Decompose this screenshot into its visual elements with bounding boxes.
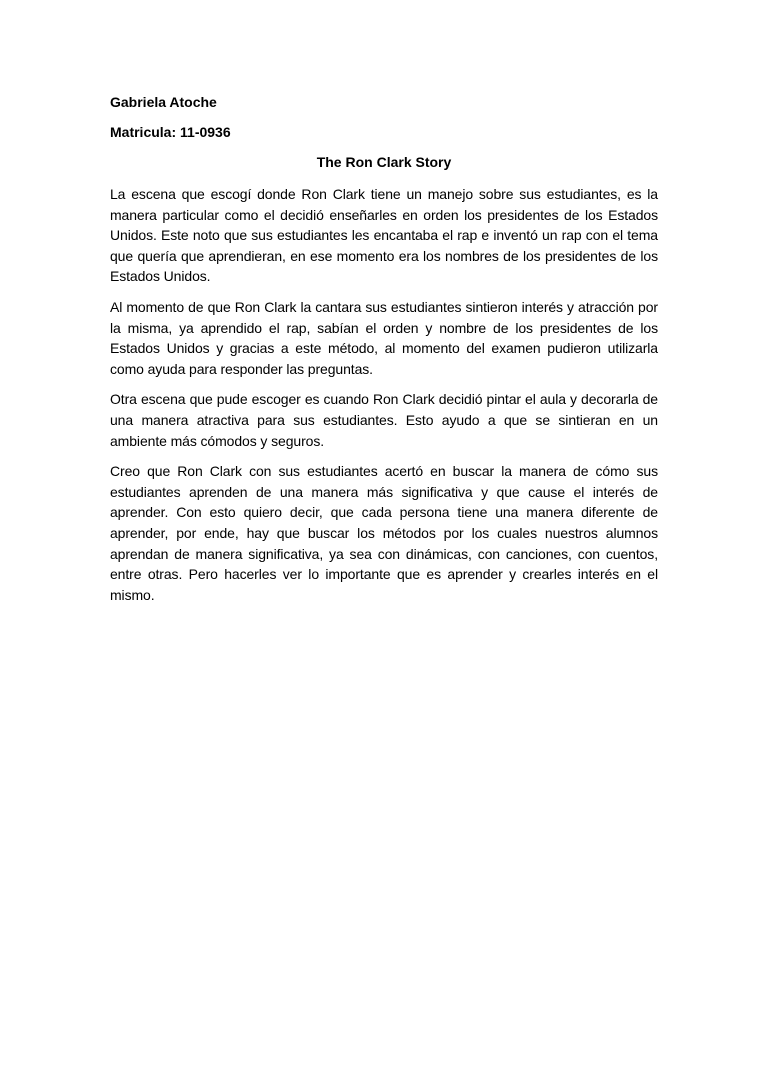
matricula-line: Matricula: 11-0936 bbox=[110, 124, 231, 140]
paragraph-1: La escena que escogí donde Ron Clark tiene un manejo sobre sus estudiantes, es la manera particular como el decidió enseñarles en orden los presidentes de los Estados Unidos. Este noto que sus estudiantes les encantaba el rap e inventó un rap con el tema que quería que aprendieran, en ese momento era los nombres de los presidentes de los Estados Unidos. bbox=[110, 186, 658, 285]
paragraph-3: Otra escena que pude escoger es cuando Ron Clark decidió pintar el aula y decorarla de una manera atractiva para sus estudiantes. Esto ayudo a que se sintieran en un ambiente más cómodos y seguros. bbox=[110, 391, 658, 449]
paragraph-4: Creo que Ron Clark con sus estudiantes acertó en buscar la manera de cómo sus estudiantes aprenden de una manera más significativa y que cause el interés de aprender. Con esto quiero decir, que cada persona tiene una manera diferente de aprender, por ende, hay que buscar los métodos por los cuales nuestros alumnos aprendan de manera significativa, ya sea con dinámicas, con canciones, con cuentos, entre otras. Pero hacerles ver lo importante que es aprender y crearles interés en el mismo. bbox=[110, 463, 658, 603]
paragraph-2: Al momento de que Ron Clark la cantara sus estudiantes sintieron interés y atracción por la misma, ya aprendido el rap, sabían el orden y nombre de los presidentes de los Estados Unidos y gracias a este método, al momento del examen pudieron utilizarla como ayuda para responder las preguntas. bbox=[110, 298, 658, 377]
document-body bbox=[110, 92, 658, 615]
author-name: Gabriela Atoche bbox=[110, 94, 217, 110]
document-title: The Ron Clark Story bbox=[316, 154, 452, 170]
